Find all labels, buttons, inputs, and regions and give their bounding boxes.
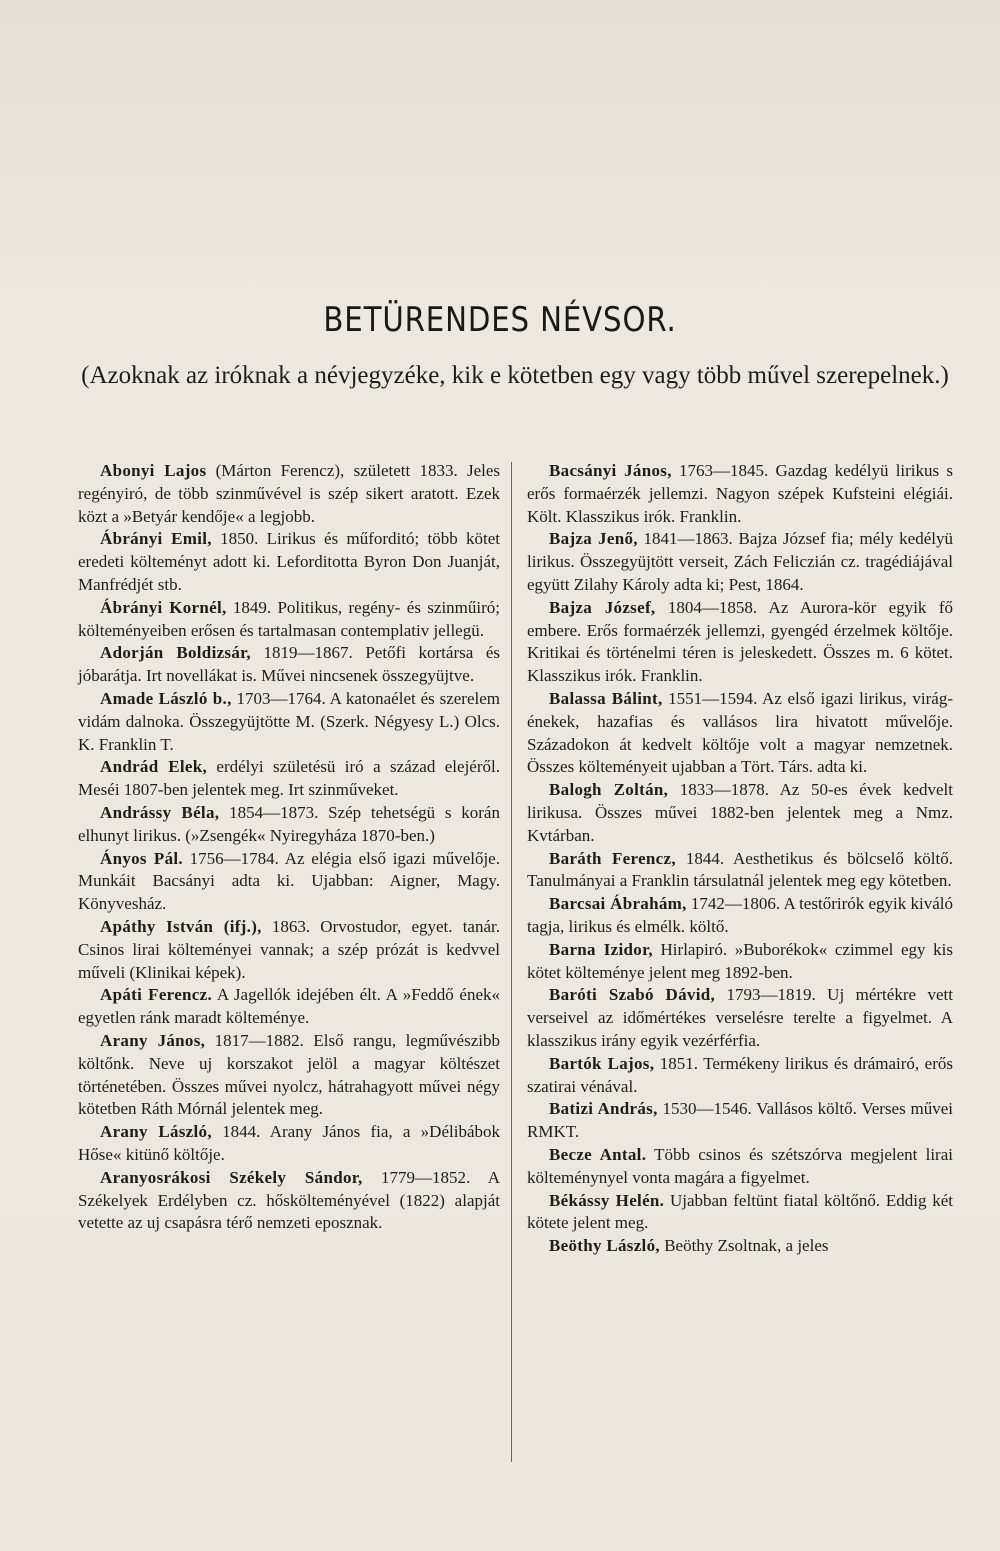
page-title: BETÜRENDES NÉVSOR. xyxy=(323,300,677,340)
entry xyxy=(527,779,953,847)
entry xyxy=(527,1144,953,1190)
entry xyxy=(527,939,953,985)
entry xyxy=(527,688,953,779)
entry xyxy=(527,1098,953,1144)
entry-name: Batizi András, xyxy=(549,1099,658,1119)
entry-name: Abonyi Lajos xyxy=(100,461,207,480)
entry xyxy=(78,848,500,916)
entry-text: 1551—1594. Az első igazi lirikus, virág-énekek, hazafias és vallásos lira hivatott művelője. Századokon át kedvelt költője volt a magyar nemzetnek. Összes költeményeit ujabban a Tört. Társ. adta ki. xyxy=(527,688,953,777)
entry xyxy=(527,1190,953,1236)
entry-text: Beöthy Zsoltnak, a jeles xyxy=(659,1236,829,1256)
entry-name: Arany János, xyxy=(100,1030,206,1050)
entry xyxy=(78,528,500,596)
column-divider xyxy=(511,462,512,1462)
entry-name: Ányos Pál. xyxy=(100,848,183,868)
entry-name: Barcsai Ábrahám, xyxy=(549,894,687,914)
entry-name: Ábrányi Emil, xyxy=(100,529,212,549)
entry-name: Aranyosrákosi Székely Sándor, xyxy=(100,1167,363,1187)
entry-text: 1793—1819. Uj mértékre vett verseivel az időmértékes verselésre terelte a figyelmet. A klasszikus irány egyik vezérférfia. xyxy=(527,985,953,1050)
entry-name: Baráth Ferencz, xyxy=(549,848,676,868)
entry-name: Bartók Lajos, xyxy=(549,1053,655,1073)
entry xyxy=(78,916,500,984)
entry-name: Barna Izidor, xyxy=(549,939,653,959)
entry xyxy=(527,528,953,596)
entry-name: Balassa Bálint, xyxy=(549,688,663,708)
entry xyxy=(527,1053,953,1099)
entry xyxy=(527,597,953,688)
entry-text: 1530—1546. Vallásos költő. Verses művei RMKT. xyxy=(527,1099,953,1142)
entry-text: 1819—1867. Petőfi kortársa és jóbarátja. Irt novellákat is. Művei nincsenek összegyüjtve. xyxy=(78,643,500,686)
entry-text: (Márton Ferencz), született 1833. Jeles regényiró, de több szinművével is szép sikert aratott. Ezek közt a »Betyár kendője« a legjobb. xyxy=(78,461,501,526)
entry-text: 1804—1858. Az Aurora-kör egyik fő embere. Erős formaérzék jellemzi, gyengéd érzelmek költője. Kritikai és történelmi téren is jeleskedett. Összes m. 6 kötet. Klasszikus irók. Franklin. xyxy=(527,597,953,686)
page-subtitle: (Azoknak az iróknak a névjegyzéke, kik e kötetben egy vagy több művel szerepelnek.) xyxy=(81,362,949,389)
entry-text: Hirlapiró. »Buborékok« czimmel egy kis kötet költeménye jelent meg 1892-ben. xyxy=(527,939,953,982)
entry-text: 1863. Orvostudor, egyet. tanár. Csinos lirai költeményei vannak; a szép prózát is kedvvel műveli (Klinikai képek). xyxy=(78,916,500,982)
entry-name: Beöthy László, xyxy=(549,1236,660,1256)
entry-name: Bacsányi János, xyxy=(549,461,672,480)
entry-name: Apáthy István (ifj.), xyxy=(100,916,262,936)
entry-text: 1850. Lirikus és műforditó; több kötet eredeti költeményt adott ki. Leforditotta Byron Don Juanját, Manfrédjét stb. xyxy=(78,529,500,594)
entry-name: Ábrányi Kornél, xyxy=(100,597,227,617)
entry xyxy=(527,848,953,894)
entry xyxy=(527,1235,953,1258)
entry xyxy=(78,688,500,756)
entry-text: 1703—1764. A katonaélet és szerelem vidám dalnoka. Összegyüjtötte M. (Szerk. Négyesy L.) Olcs. K. Franklin T. xyxy=(78,688,500,754)
entry-name: Baróti Szabó Dávid, xyxy=(549,985,716,1005)
entry-text: 1742—1806. A testőrirók egyik kiváló tagja, lirikus és elmélk. költő. xyxy=(527,894,953,936)
entry-text: 1779—1852. A Székelyek Erdélyben cz. hőskölteményével (1822) alapját vetette az uj csapásra térő nemzeti eposznak. xyxy=(78,1167,500,1233)
entry-name: Apáti Ferencz. xyxy=(100,985,213,1005)
entry xyxy=(527,893,953,939)
entry-text: 1854—1873. Szép tehetségü s korán elhunyt lirikus. (»Zsengék« Nyiregyháza 1870-ben.) xyxy=(78,802,500,845)
entry-name: Békássy Helén. xyxy=(549,1190,665,1210)
entry-name: Bajza József, xyxy=(549,597,656,617)
entry-text: 1851. Termékeny lirikus és drámairó, erős szatirai vénával. xyxy=(527,1053,954,1096)
entry-text: Ujabban feltünt fiatal költőnő. Eddig két kötete jelent meg. xyxy=(527,1190,953,1233)
entry xyxy=(78,1167,500,1235)
entry-name: Andrád Elek, xyxy=(100,757,208,777)
entry-name: Bajza Jenő, xyxy=(549,529,638,549)
entry-text: erdélyi születésü iró a század elejéről. Meséi 1807-ben jelentek meg. Irt szinműveket. xyxy=(78,757,500,800)
entry-text: 1833—1878. Az 50-es évek kedvelt lirikusa. Összes művei 1882-ben jelentek meg a Nmz. Kvtárban. xyxy=(527,780,953,845)
entry xyxy=(78,1030,500,1121)
entry xyxy=(78,756,500,802)
entry xyxy=(78,642,500,688)
left-column xyxy=(78,460,500,1235)
entry-text: Több csinos és szétszórva megjelent lirai költeménynyel vonta magára a figyelmet. xyxy=(527,1144,953,1187)
entry-name: Andrássy Béla, xyxy=(100,802,220,822)
entry-name: Arany László, xyxy=(100,1122,212,1142)
entry xyxy=(78,597,500,643)
entry xyxy=(78,1121,500,1167)
right-column xyxy=(527,460,953,1258)
entry xyxy=(527,460,953,528)
entry-text: 1849. Politikus, regény- és szinműiró; költeményeiben erősen és tartalmasan contemplativ jellegü. xyxy=(78,597,500,640)
entry-text: 1844. Aesthetikus és bölcselő költő. Tanulmányai a Franklin társulatnál jelentek meg egy kötetben. xyxy=(527,848,954,891)
entry-text: 1817—1882. Első rangu, legművészibb költőnk. Neve uj korszakot jelöl a magyar költészet történetében. Összes művei nyolcz, hátrahagyott művei négy kötetben Ráth Mórnál jelentek meg. xyxy=(78,1030,500,1119)
entry xyxy=(78,984,500,1030)
entry-name: Balogh Zoltán, xyxy=(549,780,669,800)
entry-text: 1841—1863. Bajza József fia; mély kedélyü lirikus. Összegyüjtött verseit, Zách Feliczián cz. tragédiájával együtt Zilahy Károly adta ki; Pest, 1864. xyxy=(527,529,953,594)
entry xyxy=(78,802,500,848)
entry-text: 1756—1784. Az elégia első igazi művelője. Munkáit Bacsányi adta ki. Ujabban: Aigner, Magy. Könyvesház. xyxy=(78,848,500,914)
entry-text: 1763—1845. Gazdag kedélyü lirikus s erős formaérzék jellemzi. Nagyon szépek Kufsteini elégiái. Költ. Klasszikus irók. Franklin. xyxy=(527,461,953,526)
entry-text: 1844. Arany János fia, a »Délibábok Hőse« kitünő költője. xyxy=(78,1122,500,1164)
entry-name: Becze Antal. xyxy=(549,1144,647,1164)
entry xyxy=(78,460,500,528)
entry-name: Amade László b., xyxy=(100,688,232,708)
entry xyxy=(527,984,953,1052)
entry-text: A Jagellók idejében élt. A »Feddő ének« egyetlen ránk maradt költeménye. xyxy=(78,985,501,1028)
entry-name: Adorján Boldizsár, xyxy=(100,643,251,663)
